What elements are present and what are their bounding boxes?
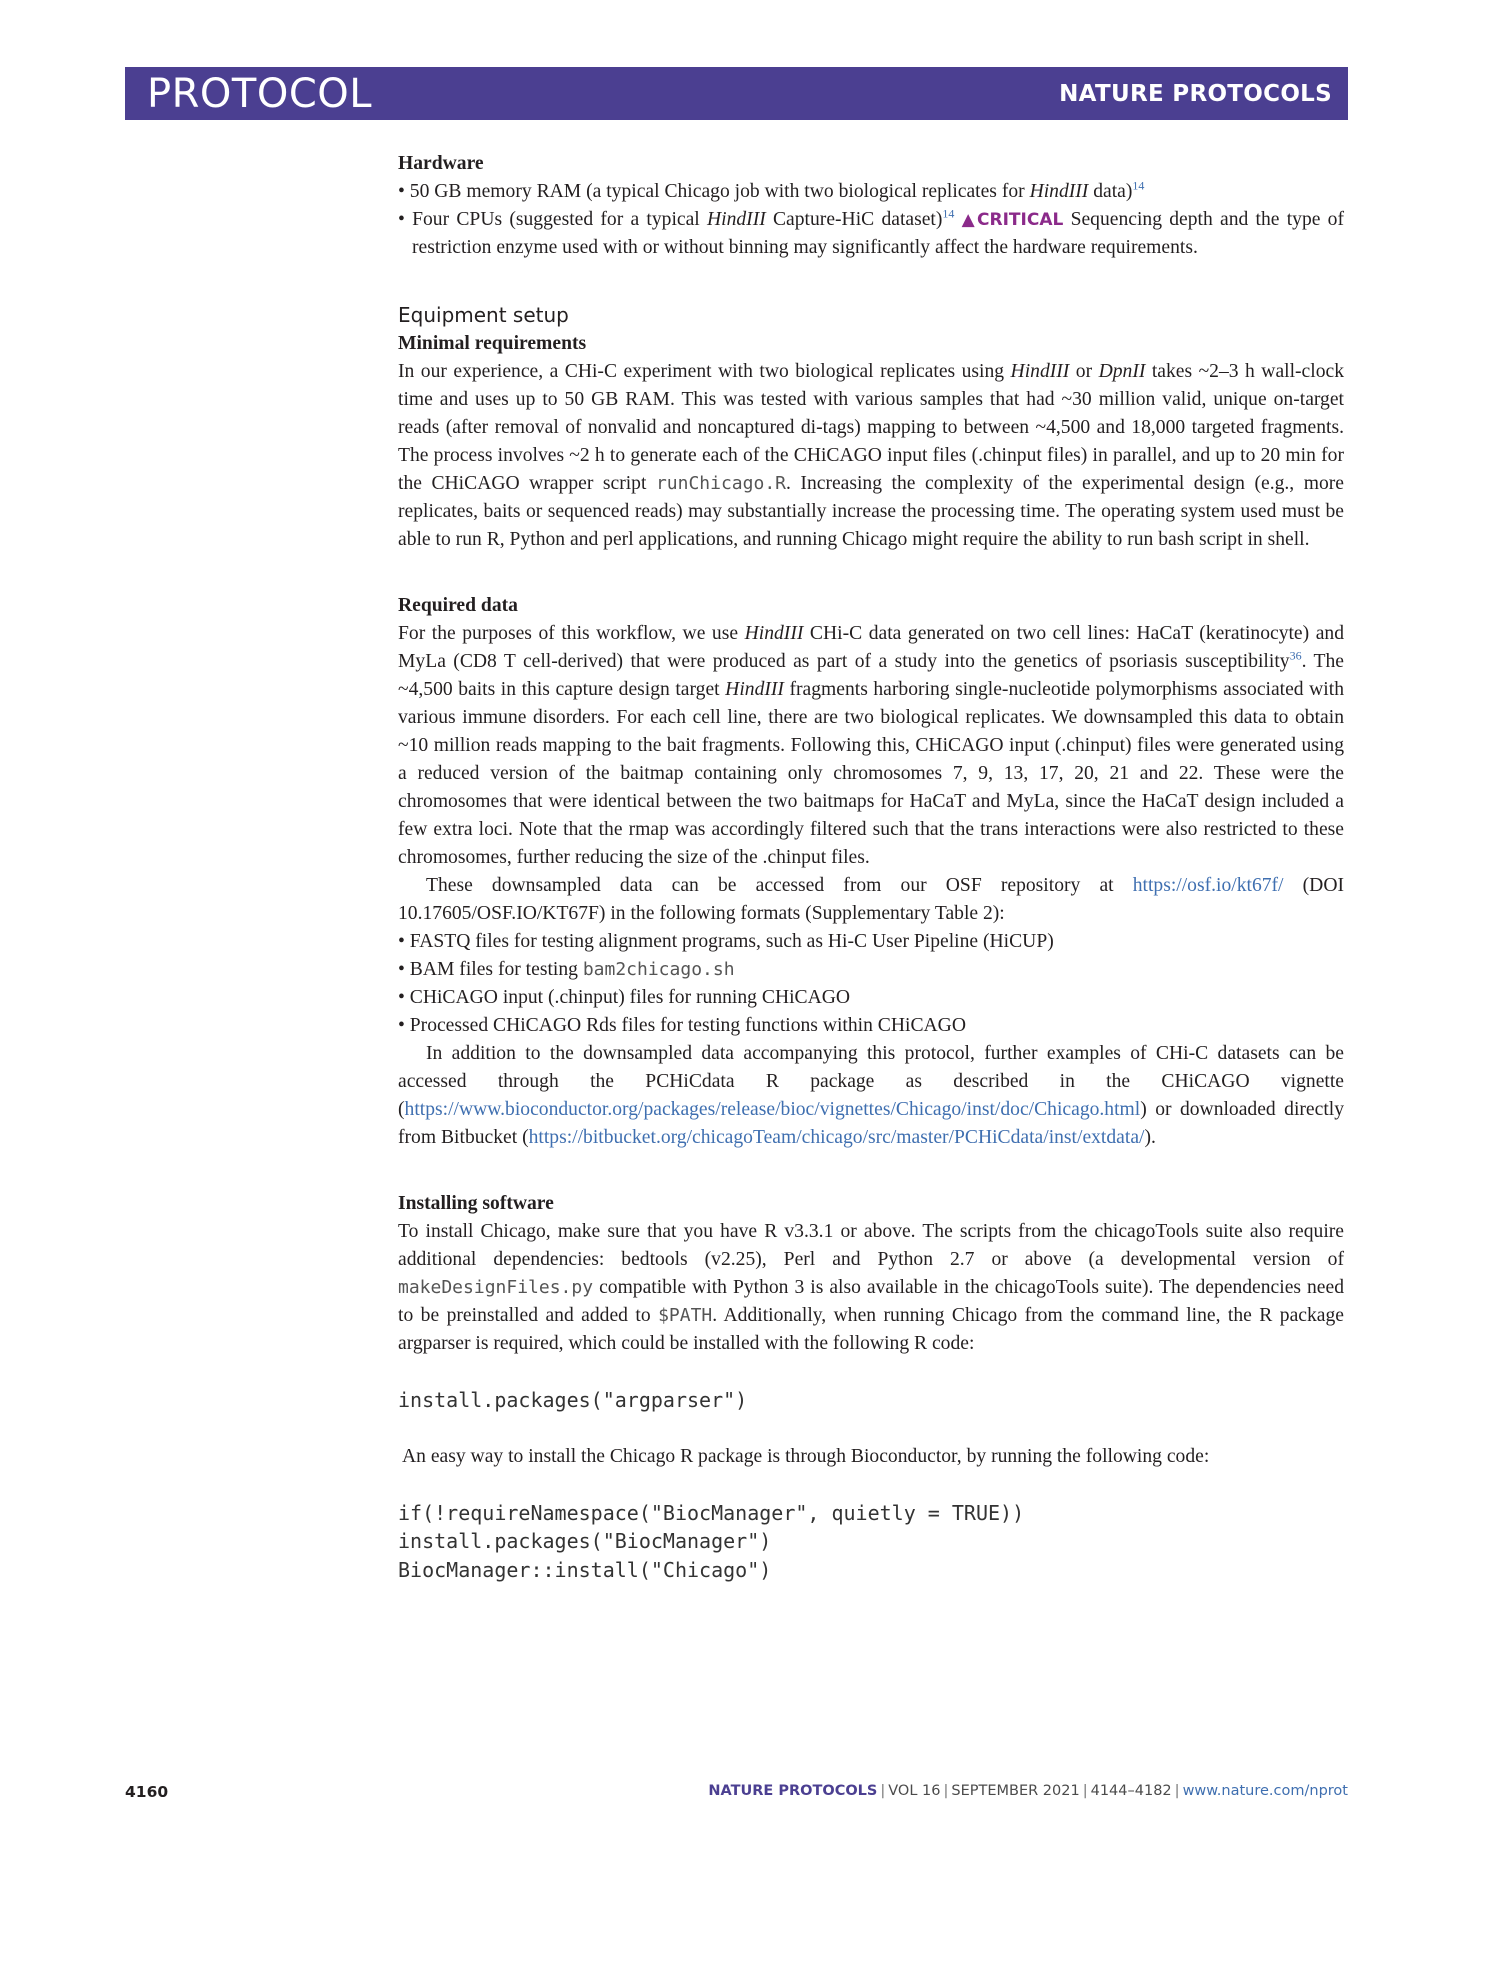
inline-code: $PATH <box>658 1305 713 1326</box>
inline-code: runChicago.R <box>655 473 786 494</box>
required-data-paragraph-3: In addition to the downsampled data accompanying this protocol, further examples of CHi-C datasets can be accessed through the PCHiCdata R package as described in the CHiCAGO vignette (https://www.bioconductor.org/packages/release/bioc/vignettes/Chicago/inst/doc/Chicago.html) or downloaded directly from Bitbucket (https://bitbucket.org/chicagoTeam/chicago/src/master/PCHiCdata/inst/extdata/). <box>398 1043 1344 1148</box>
hardware-bullet-cpu: • Four CPUs (suggested for a typical HindIII Capture-HiC dataset)$^{14}$ ▲CRITICAL Sequencing depth and the type of restriction enzyme used with or without binning may significantly affect the hardware requirements. <box>398 206 1345 258</box>
code-line-1: if(!requireNamespace("BiocManager", quietly = TRUE)) <box>398 1500 1025 1525</box>
minimal-requirements-text: In our experience, a CHi-C experiment with two biological replicates using HindIII or DpnII takes ~2–3 h wall-clock time and uses up to 50 GB RAM. This was tested with various samples that had ~30 million valid, unique on-target reads (after removal of nonvalid and noncaptured di-tags) mapping to between ~4,500 and 18,000 targeted fragments. The process involves ~2 h to generate each of the CHiCAGO input files (.chinput files) in parallel, and up to 20 min for the CHiCAGO wrapper script runChicago.R. Increasing the complexity of the experimental design (e.g., more replicates, baits or sequenced reads) may substantially increase the processing time. The operating system used must be able to run R, Python and perl applications, and running Chicago might require the ability to run bash script in shell. <box>398 361 1344 550</box>
hardware-heading: Hardware <box>398 153 484 174</box>
main-content <box>398 150 1344 1584</box>
citation-ref[interactable]: 36 <box>1289 648 1302 663</box>
format-bullet-fastq: • FASTQ files for testing alignment programs, such as Hi-C User Pipeline (HiCUP) <box>398 931 1054 952</box>
hardware-bullet-ram: • 50 GB memory RAM (a typical Chicago job with two biological replicates for HindIII data)$^{14}$ <box>398 178 1145 202</box>
bitbucket-link[interactable]: https://bitbucket.org/chicagoTeam/chicago/src/master/PCHiCdata/inst/extdata/ <box>528 1127 1145 1148</box>
section-label: PROTOCOL <box>147 71 373 117</box>
code-block-argparser: install.packages("argparser") <box>398 1388 748 1412</box>
required-data-paragraph-2: These downsampled data can be accessed from our OSF repository at https://osf.io/kt67f/ (DOI 10.17605/OSF.IO/KT67F) in the following formats (Supplementary Table 2): <box>398 875 1345 924</box>
header-banner <box>125 67 1348 120</box>
page-number: 4160 <box>125 1783 169 1801</box>
bioconductor-link[interactable]: https://www.bioconductor.org/packages/release/bioc/vignettes/Chicago/inst/doc/Chicago.html <box>404 1099 1141 1120</box>
code-line-3: BiocManager::install("Chicago") <box>398 1557 772 1582</box>
format-bullet-bam: • BAM files for testing bam2chicago.sh <box>398 959 735 980</box>
required-data-heading: Required data <box>398 595 518 616</box>
bioconductor-instruction: An easy way to install the Chicago R package is through Bioconductor, by running the following code: <box>402 1445 1210 1467</box>
installing-software-paragraph: To install Chicago, make sure that you have R v3.3.1 or above. The scripts from the chicagoTools suite also require additional dependencies: bedtools (v2.25), Perl and Python 2.7 or above (a developmental version of makeDesignFiles.py compatible with Python 3 is also available in the chicagoTools suite). The dependencies need to be preinstalled and added to $PATH. Additionally, when running Chicago from the command line, the R package argparser is required, which could be installed with the following R code: <box>398 1221 1344 1354</box>
required-data-paragraph-1: For the purposes of this workflow, we use HindIII CHi-C data generated on two cell lines: HaCaT (keratinocyte) and MyLa (CD8 T cell-derived) that were produced as part of a study into the genetics of psoriasis susceptibility$^{36}$. The ~4,500 baits in this capture design target HindIII fragments harboring single-nucleotide polymorphisms associated with various immune disorders. For each cell line, there are two biological replicates. We downsampled this data to obtain ~10 million reads mapping to the bait fragments. Following this, CHiCAGO input (.chinput) files were generated using a reduced version of the baitmap containing only chromosomes 7, 9, 13, 17, 20, 21 and 22. These were the chromosomes that were identical between the two baitmaps for HaCaT and MyLa, since the HaCaT design included a few extra loci. Note that the rmap was accordingly filtered such that the trans interactions were also restricted to these chromosomes, further reducing the size of the .chinput files. <box>398 623 1344 868</box>
minimal-requirements-heading: Minimal requirements <box>398 333 587 354</box>
inline-code: bam2chicago.sh <box>582 959 735 980</box>
equipment-setup-heading: Equipment setup <box>398 303 569 327</box>
footer-citation: NATURE PROTOCOLS | VOL 16 | SEPTEMBER 2021 | 4144–4182 | www.nature.com/nprot <box>708 1783 1348 1799</box>
journal-url-link[interactable]: www.nature.com/nprot <box>1182 1783 1348 1799</box>
code-line-2: install.packages("BiocManager") <box>398 1529 772 1553</box>
installing-software-heading: Installing software <box>398 1193 554 1214</box>
page-footer <box>125 1783 1348 1807</box>
critical-label: ▲CRITICAL <box>961 210 1064 230</box>
osf-link[interactable]: https://osf.io/kt67f/ <box>1132 875 1284 896</box>
citation-ref[interactable]: 14 <box>942 206 955 221</box>
citation-ref[interactable]: 14 <box>1132 178 1145 193</box>
journal-label: NATURE PROTOCOLS <box>1059 81 1332 107</box>
format-bullet-chinput: • CHiCAGO input (.chinput) files for running CHiCAGO <box>398 987 851 1008</box>
format-bullet-rds: • Processed CHiCAGO Rds files for testing functions within CHiCAGO <box>398 1015 966 1036</box>
inline-code: makeDesignFiles.py <box>398 1277 594 1298</box>
